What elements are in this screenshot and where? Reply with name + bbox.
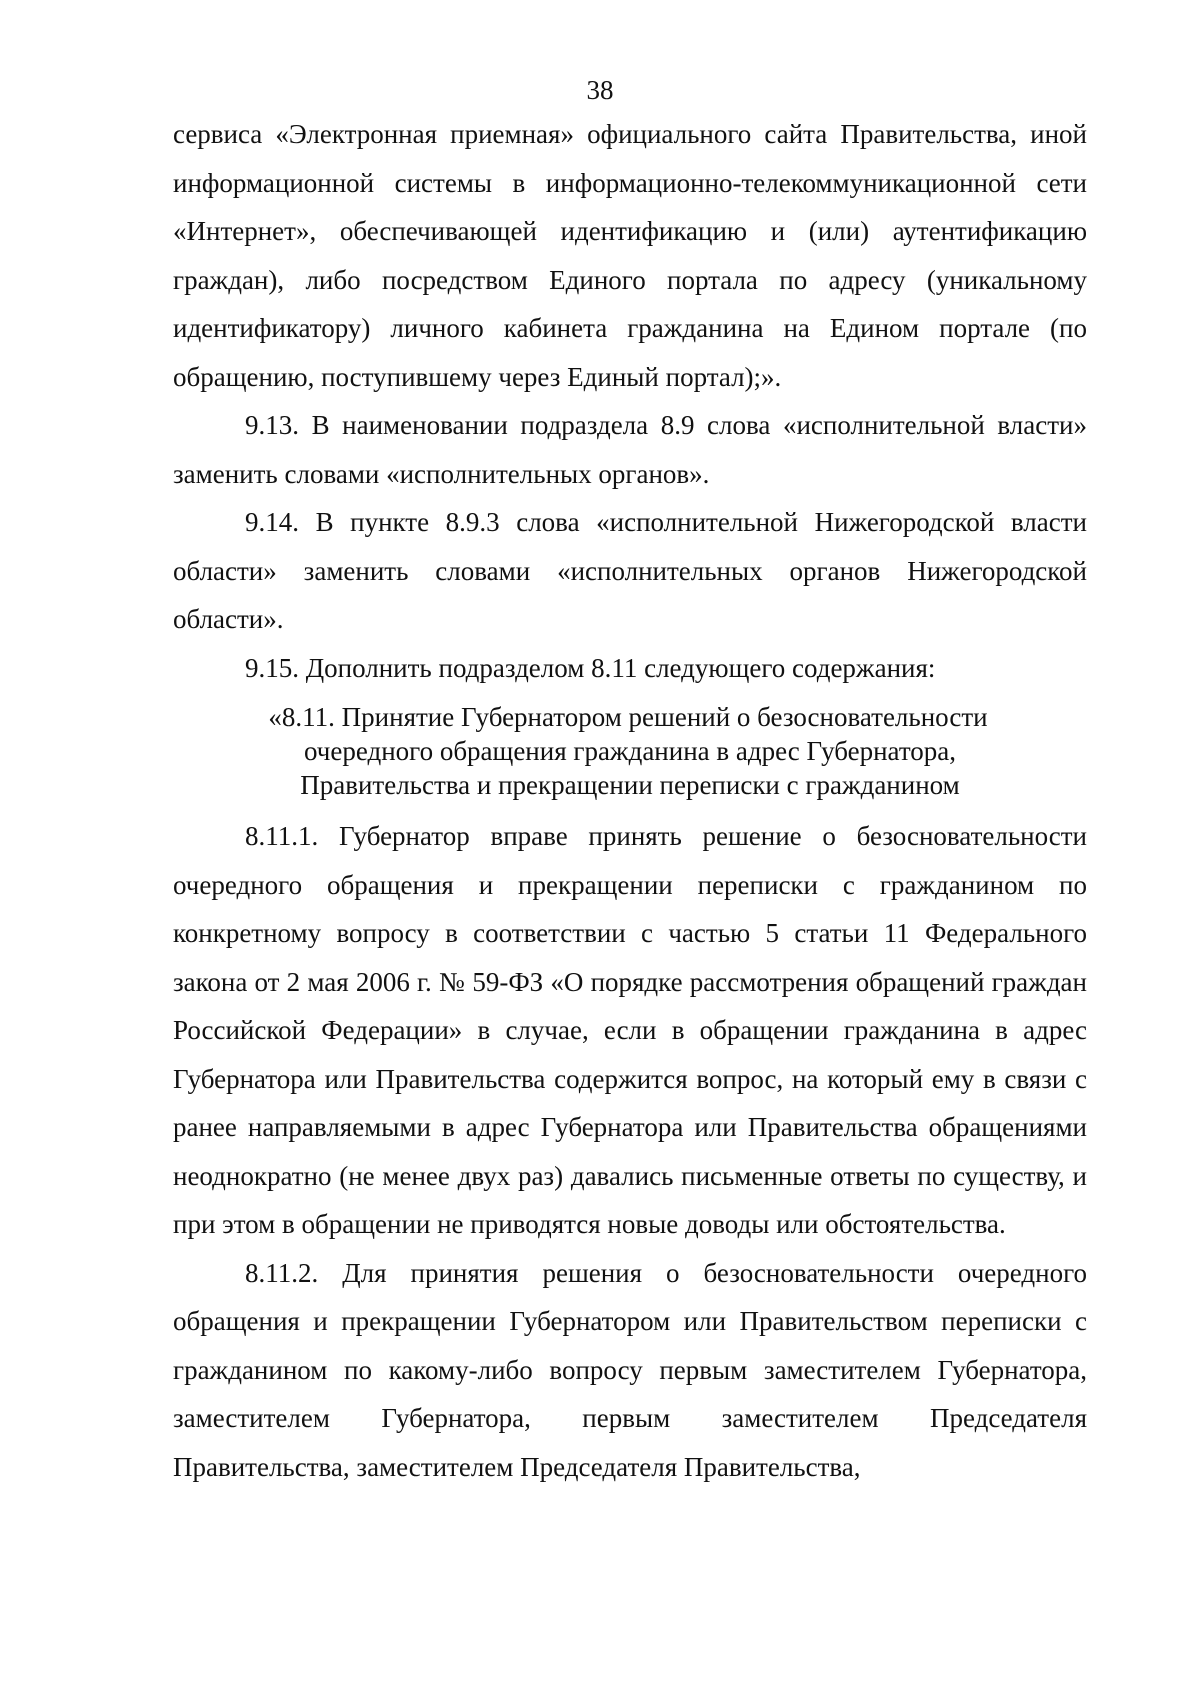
heading-line: очередного обращения гражданина в адрес Губернатора,	[303, 736, 957, 766]
section-heading-8-11	[173, 700, 1087, 802]
document-body	[173, 110, 1087, 1491]
page-number: 38	[586, 75, 614, 105]
heading-line: Правительства и прекращении переписки с гражданином	[300, 770, 960, 800]
paragraph-8-11-2: 8.11.2. Для принятия решения о безосновательности очередного обращения и прекращении Губернатором или Правительством переписки с гражданином по какому-либо вопросу первым заместителем Губернатора, заместителем Губернатора, первым заместителем Председателя Правительства, заместителем Председателя Правительства,	[173, 1257, 1087, 1482]
heading-line: «8.11. Принятие Губернатором решений о безосновательности	[268, 702, 988, 732]
paragraph-8-11-1: 8.11.1. Губернатор вправе принять решение о безосновательности очередного обращения и прекращении переписки с гражданином по конкретному вопросу в соответствии с частью 5 статьи 11 Федерального закона от 2 мая 2006 г. № 59-ФЗ «О порядке рассмотрения обращений граждан Российской Федерации» в случае, если в обращении гражданина в адрес Губернатора или Правительства содержится вопрос, на который ему в связи с ранее направляемыми в адрес Губернатора или Правительства обращениями неоднократно (не менее двух раз) давались письменные ответы по существу, и при этом в обращении не приводятся новые доводы или обстоятельства.	[173, 821, 1087, 1239]
paragraph-9-15: 9.15. Дополнить подразделом 8.11 следующего содержания:	[245, 652, 936, 683]
paragraph-9-14: 9.14. В пункте 8.9.3 слова «исполнительной Нижегородской власти области» заменить словами «исполнительных органов Нижегородской области».	[173, 507, 1087, 634]
paragraph-9-13: 9.13. В наименовании подраздела 8.9 слова «исполнительной власти» заменить словами «исполнительных органов».	[173, 410, 1087, 489]
paragraph-continuation: сервиса «Электронная приемная» официального сайта Правительства, иной информационной системы в информационно-телекоммуникационной сети «Интернет», обеспечивающей идентификацию и (или) аутентификацию граждан), либо посредством Единого портала по адресу (уникальному идентификатору) личного кабинета гражданина на Едином портале (по обращению, поступившему через Единый портал);».	[173, 119, 1087, 392]
